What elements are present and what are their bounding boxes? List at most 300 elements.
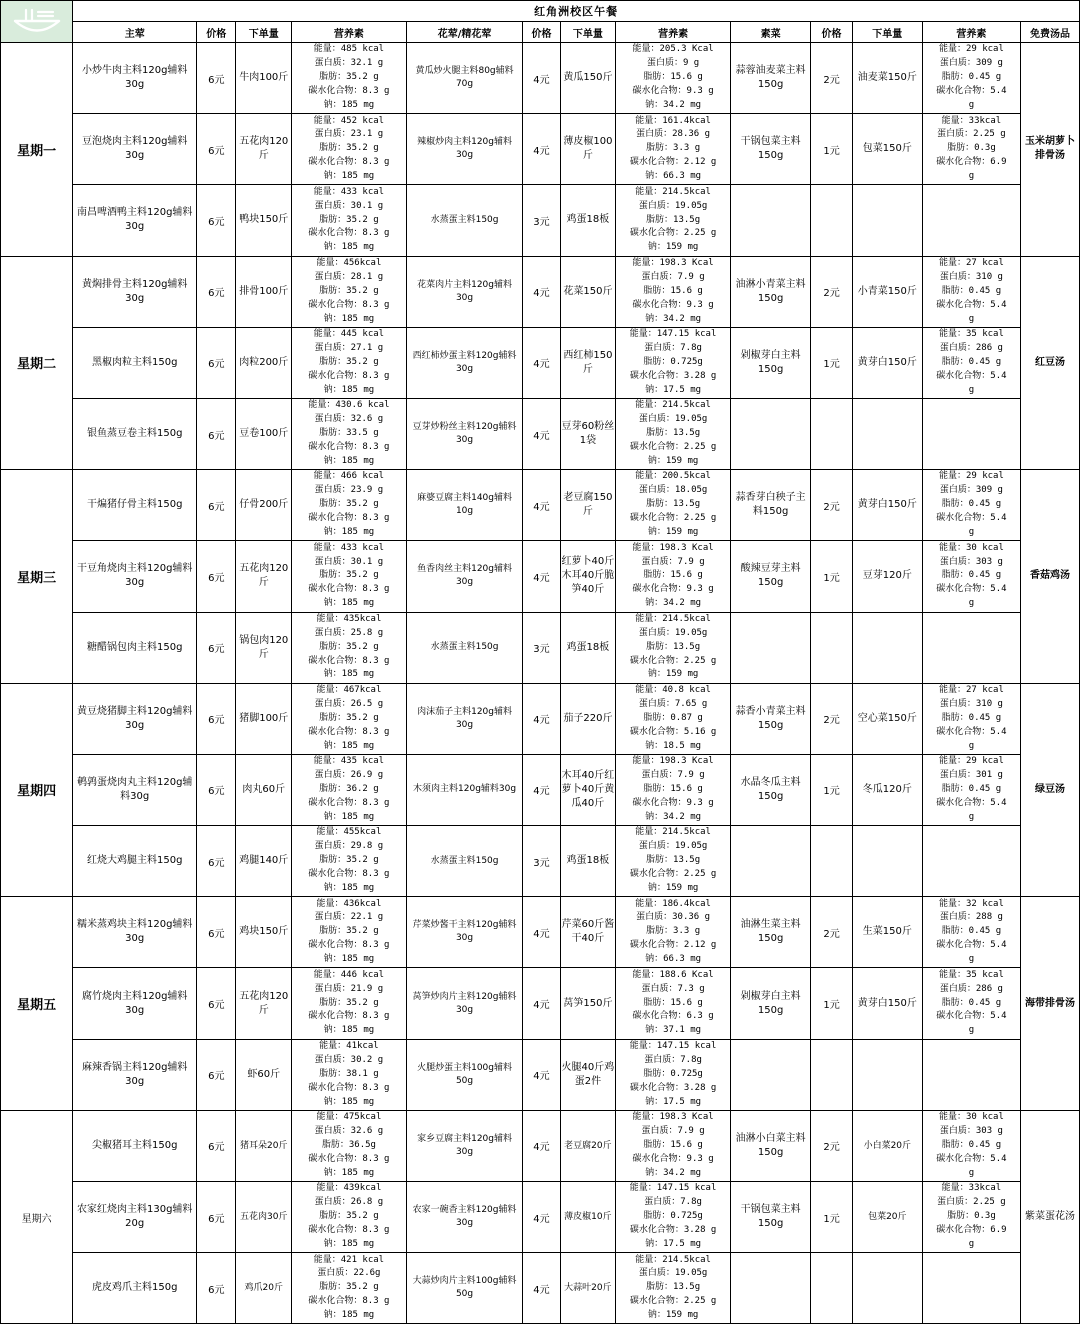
flower-nutrition-line: 能量：198.3 Kcal: [632, 257, 714, 268]
flower-nutrition-line: 碳水化合物：5.16 g: [629, 726, 717, 737]
veg-nutrition-cell: [922, 114, 1020, 185]
menu-row: [1, 114, 1080, 185]
veg-nutrition-cell-empty: [922, 1039, 1020, 1110]
main-nutrition-cell: [292, 683, 407, 754]
main-nutrition-cell: [292, 541, 407, 612]
main-dish-spec: 主料120g辅料30g: [121, 65, 188, 91]
veg-nutrition-line: 蛋白质：286 g: [939, 342, 1003, 353]
main-nutrition-line: 碳水化合物：8.3 g: [308, 797, 390, 808]
logo-cell: [1, 1, 73, 43]
veg-nutrition-line: 蛋白质：288 g: [939, 912, 1003, 923]
main-nutrition-line: 钠：185 mg: [323, 384, 375, 395]
flower-price: 4元: [523, 43, 560, 114]
main-price: 6元: [197, 114, 236, 185]
flower-dish-name: 黄瓜炒火腿: [415, 66, 461, 77]
main-nutrition-line: 脂肪：35.2 g: [319, 499, 379, 510]
main-nutrition-line: 能量：485 kcal: [313, 44, 385, 55]
main-order-quantity: 五花肉30斤: [236, 1182, 292, 1253]
day-label: 星期四: [1, 683, 73, 897]
veg-nutrition-line: 蛋白质：286 g: [939, 983, 1003, 994]
veg-nutrition-cell: [922, 43, 1020, 114]
veg-dish-cell: [730, 683, 811, 754]
veg-nutrition-line: g: [968, 811, 975, 822]
main-nutrition-line: 碳水化合物：8.3 g: [308, 299, 390, 310]
veg-order-quantity: 小白菜20斤: [852, 1110, 922, 1181]
flower-price: 4元: [523, 256, 560, 327]
flower-nutrition-line: 脂肪：3.3 g: [646, 143, 701, 154]
flower-dish-cell: [406, 1182, 523, 1253]
flower-nutrition-line: 钠：159 mg: [647, 669, 699, 680]
flower-nutrition-line: 碳水化合物：2.25 g: [629, 869, 717, 880]
veg-nutrition-cell: [922, 968, 1020, 1039]
veg-nutrition-line: 蛋白质：301 g: [939, 770, 1003, 781]
veg-nutrition-line: g: [968, 1167, 975, 1178]
menu-row: [1, 897, 1080, 968]
flower-dish-name: 肉沫茄子: [417, 706, 454, 717]
flower-price: 4元: [523, 1110, 560, 1181]
veg-nutrition-cell: [922, 541, 1020, 612]
flower-nutrition-line: 能量：40.8 kcal: [635, 685, 711, 696]
flower-nutrition-line: 碳水化合物：2.12 g: [629, 157, 717, 168]
flower-dish-cell: [406, 470, 523, 541]
flower-price: 3元: [523, 612, 560, 683]
flower-order-quantity: 花菜150斤: [560, 256, 616, 327]
flower-dish-cell: [406, 398, 523, 469]
main-nutrition-line: 蛋白质：30.1 g: [314, 200, 384, 211]
flower-nutrition-line: 能量：147.15 kcal: [629, 329, 717, 340]
flower-nutrition-line: 能量：147.15 kcal: [629, 1040, 717, 1051]
veg-dish-cell: [730, 327, 811, 398]
flower-dish-cell: [406, 541, 523, 612]
header-veg-price: 价格: [811, 22, 852, 43]
veg-price: 1元: [811, 327, 852, 398]
flower-dish-name: 农家一碗香: [412, 1205, 458, 1216]
flower-dish-name: 辣椒炒肉: [417, 137, 454, 148]
flower-dish-spec: 主料140g辅料10g: [453, 493, 512, 517]
main-nutrition-line: 脂肪：35.2 g: [319, 143, 379, 154]
flower-nutrition-line: 脂肪：3.3 g: [646, 926, 701, 937]
main-dish-spec: 主料150g: [131, 356, 178, 368]
veg-nutrition-line: 碳水化合物：5.4: [936, 1153, 1007, 1164]
main-dish-spec: 主料150g: [136, 499, 183, 511]
flower-dish-spec: 主料150g: [457, 214, 499, 225]
flower-nutrition-line: 钠：17.5 mg: [645, 1238, 702, 1249]
flower-nutrition-line: 能量：200.5kcal: [635, 471, 711, 482]
veg-nutrition-line: g: [968, 598, 975, 609]
main-dish-cell: [73, 968, 197, 1039]
main-nutrition-line: 钠：185 mg: [323, 954, 375, 965]
bowl-chopsticks-icon: [9, 6, 65, 38]
flower-nutrition-line: 钠：159 mg: [647, 455, 699, 466]
flower-nutrition-cell: [616, 43, 731, 114]
flower-nutrition-line: 蛋白质：19.05g: [638, 841, 708, 852]
flower-nutrition-cell: [616, 612, 731, 683]
flower-nutrition-line: 蛋白质：9 g: [646, 58, 700, 69]
flower-nutrition-cell: [616, 1110, 731, 1181]
main-nutrition-line: 钠：185 mg: [323, 883, 375, 894]
main-nutrition-line: 钠：185 mg: [323, 1025, 375, 1036]
menu-row: [1, 398, 1080, 469]
main-nutrition-line: 能量：439kcal: [316, 1183, 382, 1194]
veg-order-quantity: 包菜150斤: [852, 114, 922, 185]
flower-nutrition-line: 钠：34.2 mg: [645, 1167, 702, 1178]
flower-dish-spec: 主料120g辅料30g: [455, 350, 517, 374]
main-dish-cell: [73, 1110, 197, 1181]
menu-row: [1, 1182, 1080, 1253]
main-order-quantity: 牛肉100斤: [236, 43, 292, 114]
main-dish-name: 腐竹烧肉: [81, 990, 122, 1002]
main-dish-spec: 主料120g辅料30g: [121, 278, 188, 304]
main-dish-cell: [73, 327, 197, 398]
veg-nutrition-line: g: [968, 740, 975, 751]
flower-nutrition-line: 蛋白质：19.05g: [638, 627, 708, 638]
header-veg-nutrition: 营养素: [922, 22, 1020, 43]
flower-order-quantity: 老豆腐150斤: [560, 470, 616, 541]
flower-price: 4元: [523, 1253, 560, 1324]
main-nutrition-line: 蛋白质：23.1 g: [314, 129, 384, 140]
veg-nutrition-line: 碳水化合物：6.9: [936, 157, 1007, 168]
flower-nutrition-line: 能量：161.4kcal: [635, 115, 711, 126]
main-price: 6元: [197, 185, 236, 256]
flower-order-quantity: 鸡蛋18板: [560, 612, 616, 683]
flower-nutrition-line: 碳水化合物：2.25 g: [629, 655, 717, 666]
main-dish-name: 尖椒猪耳: [91, 1139, 132, 1151]
main-dish-name: 糯米蒸鸡块: [76, 919, 127, 931]
main-nutrition-line: 碳水化合物：8.3 g: [308, 1296, 390, 1307]
free-soup: 绿豆汤: [1020, 683, 1079, 897]
flower-nutrition-line: 蛋白质：18.05g: [638, 485, 708, 496]
veg-nutrition-line: 蛋白质：2.25 g: [937, 1197, 1006, 1208]
veg-nutrition-line: 蛋白质：303 g: [939, 556, 1003, 567]
flower-nutrition-line: 能量：198.3 Kcal: [632, 1112, 714, 1123]
flower-dish-spec: 主料100g辅料50g: [453, 1062, 512, 1086]
main-nutrition-line: 脂肪：35.2 g: [319, 356, 379, 367]
main-dish-cell: [73, 1039, 197, 1110]
veg-order-quantity: 小青菜150斤: [852, 256, 922, 327]
main-nutrition-line: 能量：436kcal: [316, 898, 382, 909]
menu-row: [1, 470, 1080, 541]
main-order-quantity: 鸡爪20斤: [236, 1253, 292, 1324]
main-nutrition-line: 碳水化合物：8.3 g: [308, 584, 390, 595]
veg-nutrition-line: 能量：30 kcal: [938, 542, 1004, 553]
flower-nutrition-line: 钠：34.2 mg: [645, 598, 702, 609]
day-label: 星期三: [1, 470, 73, 684]
flower-order-quantity: 西红柿150斤: [560, 327, 616, 398]
main-dish-cell: [73, 612, 197, 683]
veg-nutrition-line: 碳水化合物：5.4: [936, 797, 1007, 808]
veg-nutrition-line: 脂肪：0.45 g: [941, 1139, 1002, 1150]
main-dish-name: 豆泡烧肉: [81, 136, 122, 148]
header-main-nutrition: 营养素: [292, 22, 407, 43]
main-nutrition-line: 蛋白质：27.1 g: [314, 342, 384, 353]
veg-dish-cell-empty: [730, 185, 811, 256]
main-nutrition-line: 蛋白质：32.6 g: [314, 1126, 384, 1137]
main-dish-cell: [73, 541, 197, 612]
veg-dish-cell: [730, 1182, 811, 1253]
flower-dish-cell: [406, 327, 523, 398]
flower-price: 4元: [523, 470, 560, 541]
veg-price-empty: [811, 1039, 852, 1110]
menu-row: [1, 1253, 1080, 1324]
main-nutrition-line: 蛋白质：32.6 g: [314, 414, 384, 425]
flower-dish-name: 火腿炒蛋: [417, 1062, 454, 1073]
flower-nutrition-line: 钠：159 mg: [647, 1310, 699, 1321]
veg-nutrition-cell: [922, 683, 1020, 754]
main-dish-cell: [73, 1182, 197, 1253]
main-dish-spec: 主料150g: [131, 1282, 178, 1294]
veg-order-quantity: 包菜20斤: [852, 1182, 922, 1253]
flower-nutrition-cell: [616, 683, 731, 754]
flower-order-quantity: 火腿40斤鸡蛋2件: [560, 1039, 616, 1110]
flower-nutrition-cell: [616, 398, 731, 469]
main-dish-name: 银鱼蒸豆卷: [86, 428, 137, 440]
flower-dish-spec: 主料120g辅料30g: [455, 1205, 517, 1229]
flower-nutrition-cell: [616, 968, 731, 1039]
flower-price: 4元: [523, 114, 560, 185]
veg-nutrition-cell-empty: [922, 1253, 1020, 1324]
header-main-price: 价格: [197, 22, 236, 43]
main-order-quantity: 仔骨200斤: [236, 470, 292, 541]
veg-order-quantity-empty: [852, 398, 922, 469]
flower-nutrition-line: 能量：214.5kcal: [635, 186, 711, 197]
veg-price-empty: [811, 612, 852, 683]
veg-dish-spec: 主料150g: [757, 65, 806, 91]
main-price: 6元: [197, 470, 236, 541]
flower-price: 3元: [523, 185, 560, 256]
flower-order-quantity: 薄皮椒100斤: [560, 114, 616, 185]
flower-nutrition-line: 蛋白质：19.05g: [638, 200, 708, 211]
flower-nutrition-line: 钠：66.3 mg: [645, 171, 702, 182]
main-nutrition-line: 钠：185 mg: [323, 313, 375, 324]
flower-nutrition-line: 钠：34.2 mg: [645, 99, 702, 110]
flower-price: 4元: [523, 541, 560, 612]
flower-nutrition-line: 钠：34.2 mg: [645, 313, 702, 324]
veg-nutrition-line: 脂肪：0.45 g: [941, 285, 1002, 296]
main-nutrition-line: 碳水化合物：8.3 g: [308, 370, 390, 381]
main-nutrition-line: 脂肪：36.2 g: [319, 784, 379, 795]
flower-nutrition-line: 脂肪：0.725g: [643, 1068, 703, 1079]
main-dish-cell: [73, 683, 197, 754]
veg-nutrition-line: 碳水化合物：5.4: [936, 940, 1007, 951]
main-order-quantity: 五花肉120斤: [236, 541, 292, 612]
flower-dish-spec: 主料120g辅料30g: [453, 279, 512, 303]
veg-nutrition-cell: [922, 256, 1020, 327]
flower-dish-spec: 主料120g辅料30g: [455, 991, 517, 1015]
main-nutrition-line: 能量：455kcal: [316, 827, 382, 838]
veg-price-empty: [811, 398, 852, 469]
flower-dish-cell: [406, 826, 523, 897]
veg-nutrition-cell-empty: [922, 826, 1020, 897]
main-dish-cell: [73, 256, 197, 327]
main-nutrition-line: 能量：433 kcal: [313, 186, 385, 197]
veg-nutrition-line: g: [968, 1025, 975, 1036]
main-price: 6元: [197, 897, 236, 968]
flower-dish-cell: [406, 897, 523, 968]
main-price: 6元: [197, 826, 236, 897]
menu-row: [1, 612, 1080, 683]
flower-dish-cell: [406, 1039, 523, 1110]
veg-nutrition-line: 脂肪：0.3g: [947, 143, 996, 154]
flower-dish-name: 豆芽炒粉丝: [412, 422, 458, 433]
flower-dish-cell: [406, 256, 523, 327]
flower-nutrition-cell: [616, 541, 731, 612]
veg-nutrition-line: 碳水化合物：5.4: [936, 370, 1007, 381]
flower-nutrition-cell: [616, 1182, 731, 1253]
flower-dish-name: 大蒜炒肉片: [412, 1276, 458, 1287]
header-main-dish: 主荤: [73, 22, 197, 43]
main-nutrition-cell: [292, 185, 407, 256]
veg-nutrition-line: g: [968, 384, 975, 395]
main-nutrition-cell: [292, 826, 407, 897]
veg-dish-name: 干锅包菜: [740, 1204, 781, 1216]
header-row: [1, 22, 1080, 43]
flower-dish-spec: 主料120g辅料30g: [455, 920, 517, 944]
veg-order-quantity-empty: [852, 1039, 922, 1110]
veg-dish-cell-empty: [730, 612, 811, 683]
veg-nutrition-line: 脂肪：0.45 g: [941, 926, 1002, 937]
flower-nutrition-line: 碳水化合物：6.3 g: [632, 1011, 714, 1022]
main-nutrition-line: 钠：185 mg: [323, 99, 375, 110]
flower-price: 4元: [523, 327, 560, 398]
veg-dish-spec: 主料150g: [757, 776, 801, 802]
main-dish-spec: 主料120g辅料30g: [125, 563, 193, 589]
veg-nutrition-line: g: [968, 99, 975, 110]
veg-dish-cell: [730, 114, 811, 185]
veg-nutrition-line: 蛋白质：309 g: [939, 485, 1003, 496]
veg-dish-cell: [730, 968, 811, 1039]
flower-nutrition-line: 蛋白质：7.8g: [644, 1054, 702, 1065]
flower-nutrition-line: 蛋白质：30.36 g: [636, 912, 711, 923]
flower-price: 4元: [523, 754, 560, 825]
main-nutrition-line: 脂肪：35.2 g: [319, 855, 379, 866]
veg-nutrition-cell: [922, 1182, 1020, 1253]
flower-order-quantity: 薄皮椒10斤: [560, 1182, 616, 1253]
flower-nutrition-line: 脂肪：13.5g: [646, 499, 701, 510]
main-dish-cell: [73, 398, 197, 469]
main-order-quantity: 锅包肉120斤: [236, 612, 292, 683]
main-price: 6元: [197, 398, 236, 469]
main-nutrition-line: 钠：185 mg: [323, 669, 375, 680]
main-nutrition-line: 碳水化合物：8.3 g: [308, 157, 390, 168]
flower-nutrition-line: 脂肪：15.6 g: [643, 285, 703, 296]
main-dish-spec: 主料120g辅料30g: [125, 705, 193, 731]
flower-nutrition-line: 能量：198.3 Kcal: [632, 756, 714, 767]
main-price: 6元: [197, 1039, 236, 1110]
main-nutrition-line: 蛋白质：25.8 g: [314, 627, 384, 638]
veg-nutrition-line: 脂肪：0.45 g: [941, 72, 1002, 83]
main-nutrition-cell: [292, 1110, 407, 1181]
flower-nutrition-line: 脂肪：13.5g: [646, 428, 701, 439]
veg-price: 2元: [811, 470, 852, 541]
flower-dish-cell: [406, 683, 523, 754]
flower-nutrition-line: 能量：214.5kcal: [635, 400, 711, 411]
flower-nutrition-line: 蛋白质：7.65 g: [638, 698, 708, 709]
veg-dish-name: 水晶冬瓜: [740, 776, 781, 788]
main-dish-cell: [73, 114, 197, 185]
main-order-quantity: 肉丸60斤: [236, 754, 292, 825]
veg-nutrition-line: 能量：29 kcal: [938, 471, 1004, 482]
veg-price: 1元: [811, 114, 852, 185]
main-nutrition-line: 碳水化合物：8.3 g: [308, 86, 390, 97]
flower-nutrition-line: 钠：17.5 mg: [645, 1096, 702, 1107]
main-nutrition-cell: [292, 612, 407, 683]
flower-nutrition-line: 蛋白质：7.9 g: [641, 271, 705, 282]
flower-dish-spec: 主料80g辅料70g: [455, 66, 514, 90]
flower-nutrition-cell: [616, 470, 731, 541]
flower-nutrition-line: 能量：186.4kcal: [635, 898, 711, 909]
flower-dish-spec: 主料120g辅料30g: [455, 422, 517, 446]
flower-nutrition-line: 碳水化合物：2.25 g: [629, 513, 717, 524]
main-dish-cell: [73, 754, 197, 825]
veg-dish-spec: 主料150g: [757, 278, 806, 304]
flower-nutrition-line: 碳水化合物：9.3 g: [632, 86, 714, 97]
main-nutrition-line: 蛋白质：22.1 g: [314, 912, 384, 923]
veg-nutrition-line: 能量：29 kcal: [938, 756, 1004, 767]
main-dish-spec: 主料150g: [136, 855, 183, 867]
veg-nutrition-line: 脂肪：0.45 g: [941, 712, 1002, 723]
flower-nutrition-line: 脂肪：0.725g: [643, 356, 703, 367]
main-nutrition-line: 碳水化合物：8.3 g: [308, 228, 390, 239]
flower-order-quantity: 茄子220斤: [560, 683, 616, 754]
flower-nutrition-line: 蛋白质：7.8g: [644, 1197, 702, 1208]
veg-nutrition-cell: [922, 327, 1020, 398]
flower-order-quantity: 黄瓜150斤: [560, 43, 616, 114]
veg-nutrition-cell-empty: [922, 612, 1020, 683]
flower-price: 4元: [523, 968, 560, 1039]
menu-row: [1, 1039, 1080, 1110]
main-nutrition-line: 蛋白质：26.9 g: [314, 770, 384, 781]
flower-nutrition-line: 能量：214.5kcal: [635, 1254, 711, 1265]
main-nutrition-cell: [292, 1039, 407, 1110]
main-nutrition-line: 钠：185 mg: [323, 598, 375, 609]
flower-price: 4元: [523, 1182, 560, 1253]
veg-nutrition-line: 碳水化合物：5.4: [936, 513, 1007, 524]
flower-nutrition-line: 碳水化合物：2.25 g: [629, 228, 717, 239]
flower-nutrition-line: 蛋白质：7.3 g: [641, 983, 705, 994]
menu-row: [1, 754, 1080, 825]
main-nutrition-cell: [292, 754, 407, 825]
flower-order-quantity: 大蒜叶20斤: [560, 1253, 616, 1324]
main-nutrition-line: 碳水化合物：8.3 g: [308, 1011, 390, 1022]
veg-order-quantity-empty: [852, 1253, 922, 1324]
veg-nutrition-line: 脂肪：0.45 g: [941, 570, 1002, 581]
flower-nutrition-line: 能量：147.15 kcal: [629, 1183, 717, 1194]
flower-nutrition-cell: [616, 897, 731, 968]
main-dish-name: 红烧大鸡腿: [86, 855, 137, 867]
main-order-quantity: 鸡腿140斤: [236, 826, 292, 897]
veg-nutrition-line: 碳水化合物：6.9: [936, 1225, 1007, 1236]
main-nutrition-line: 能量：452 kcal: [313, 115, 385, 126]
veg-order-quantity: 黄芽白150斤: [852, 470, 922, 541]
veg-nutrition-line: 碳水化合物：5.4: [936, 1011, 1007, 1022]
main-nutrition-line: 脂肪：35.2 g: [319, 926, 379, 937]
veg-price: 1元: [811, 1182, 852, 1253]
flower-nutrition-line: 蛋白质：7.9 g: [641, 770, 705, 781]
main-dish-spec: 主料150g: [136, 428, 183, 440]
header-flower-dish: 花荤/精花荤: [406, 22, 523, 43]
main-nutrition-line: 能量：435 kcal: [313, 756, 385, 767]
main-nutrition-cell: [292, 968, 407, 1039]
main-nutrition-line: 碳水化合物：8.3 g: [308, 869, 390, 880]
veg-order-quantity: 黄芽白150斤: [852, 327, 922, 398]
day-label: 星期五: [1, 897, 73, 1111]
main-dish-name: 糖醋锅包肉: [86, 641, 137, 653]
flower-nutrition-line: 脂肪：13.5g: [646, 641, 701, 652]
main-nutrition-cell: [292, 398, 407, 469]
header-veg-order: 下单量: [852, 22, 922, 43]
main-nutrition-cell: [292, 470, 407, 541]
main-nutrition-line: 脂肪：35.2 g: [319, 570, 379, 581]
